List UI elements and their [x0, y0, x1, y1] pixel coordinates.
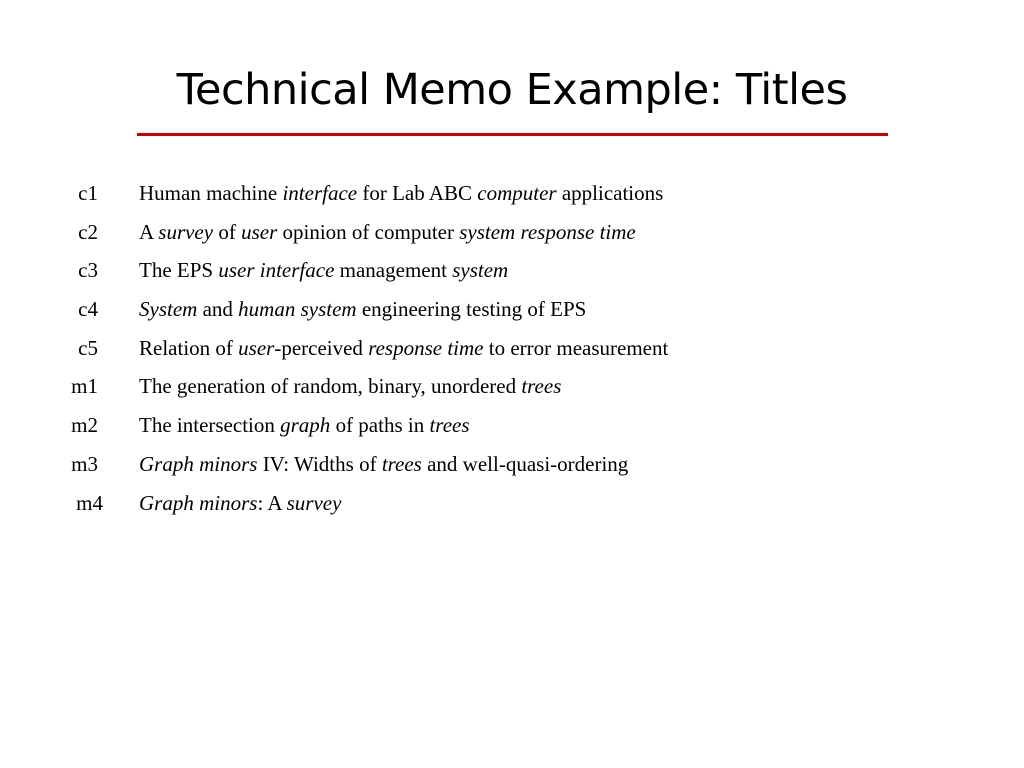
memo-title-keyword: survey — [158, 219, 214, 244]
memo-title-keyword: survey — [286, 490, 342, 515]
memo-title-keyword: Graph minors — [139, 451, 258, 476]
memo-title-text: engineering testing of EPS — [356, 297, 587, 322]
memo-title-text: applications — [556, 181, 664, 205]
memo-list — [0, 176, 1024, 524]
memo-title-text: The intersection — [139, 413, 281, 438]
memo-title-text: A — [139, 219, 159, 244]
memo-title-text: The EPS — [139, 258, 219, 283]
memo-title — [139, 408, 470, 442]
memo-row — [0, 408, 1024, 447]
memo-title-text: opinion of computer — [277, 219, 460, 244]
memo-title-text: -perceived — [274, 335, 369, 360]
memo-title-keyword: trees — [429, 413, 470, 438]
memo-id: m4 — [76, 490, 103, 515]
memo-row — [0, 215, 1024, 254]
memo-row — [0, 486, 1024, 525]
memo-id: c1 — [78, 181, 98, 205]
memo-title — [139, 331, 668, 365]
memo-title — [139, 486, 341, 520]
memo-title — [139, 447, 628, 481]
memo-title-text: of paths in — [330, 413, 430, 438]
memo-title-text: : A — [257, 490, 287, 515]
memo-title-keyword: trees — [381, 451, 422, 476]
memo-title-keyword: graph — [280, 413, 331, 438]
memo-title-text: management — [334, 258, 453, 283]
memo-id: c3 — [78, 258, 98, 283]
memo-title-keyword: user — [238, 335, 275, 360]
memo-id: c2 — [78, 219, 98, 244]
memo-id: m2 — [71, 413, 98, 438]
memo-id: m1 — [71, 374, 98, 399]
memo-title-text: The generation of random, binary, unordered — [139, 374, 522, 399]
memo-id: m3 — [71, 451, 98, 476]
memo-title-text: Relation of — [139, 335, 239, 360]
memo-id: c5 — [78, 335, 98, 360]
memo-title-text: for Lab ABC — [357, 181, 478, 205]
memo-row — [0, 292, 1024, 331]
memo-title-text: Human machine — [139, 181, 283, 205]
memo-title-text: IV: Widths of — [257, 451, 382, 476]
memo-title-keyword: Graph minors — [139, 490, 258, 515]
memo-row — [0, 369, 1024, 408]
memo-title-keyword: System — [139, 297, 198, 322]
memo-title-keyword: user — [241, 219, 278, 244]
memo-title — [139, 292, 586, 326]
memo-row — [0, 253, 1024, 292]
memo-title — [139, 176, 663, 210]
memo-title-keyword: human system — [238, 297, 357, 322]
memo-title-keyword: computer — [477, 181, 557, 205]
memo-title — [139, 369, 561, 403]
memo-title — [139, 253, 508, 287]
memo-title-keyword: system — [452, 258, 509, 283]
memo-title-text: and well-quasi-ordering — [421, 451, 629, 476]
memo-row — [0, 447, 1024, 486]
memo-row — [0, 331, 1024, 370]
memo-title-keyword: interface — [282, 181, 358, 205]
memo-title — [139, 215, 636, 249]
memo-row — [0, 176, 1024, 215]
memo-title-keyword: response time — [368, 335, 484, 360]
title-underline — [137, 133, 888, 136]
memo-title-text: of — [213, 219, 242, 244]
memo-title-text: to error measurement — [483, 335, 669, 360]
memo-title-keyword: system response time — [459, 219, 636, 244]
memo-title-keyword: trees — [521, 374, 562, 399]
slide-title: Technical Memo Example: Titles — [176, 65, 848, 115]
memo-title-text: and — [197, 297, 239, 322]
memo-id: c4 — [78, 297, 98, 322]
memo-title-keyword: user interface — [218, 258, 335, 283]
